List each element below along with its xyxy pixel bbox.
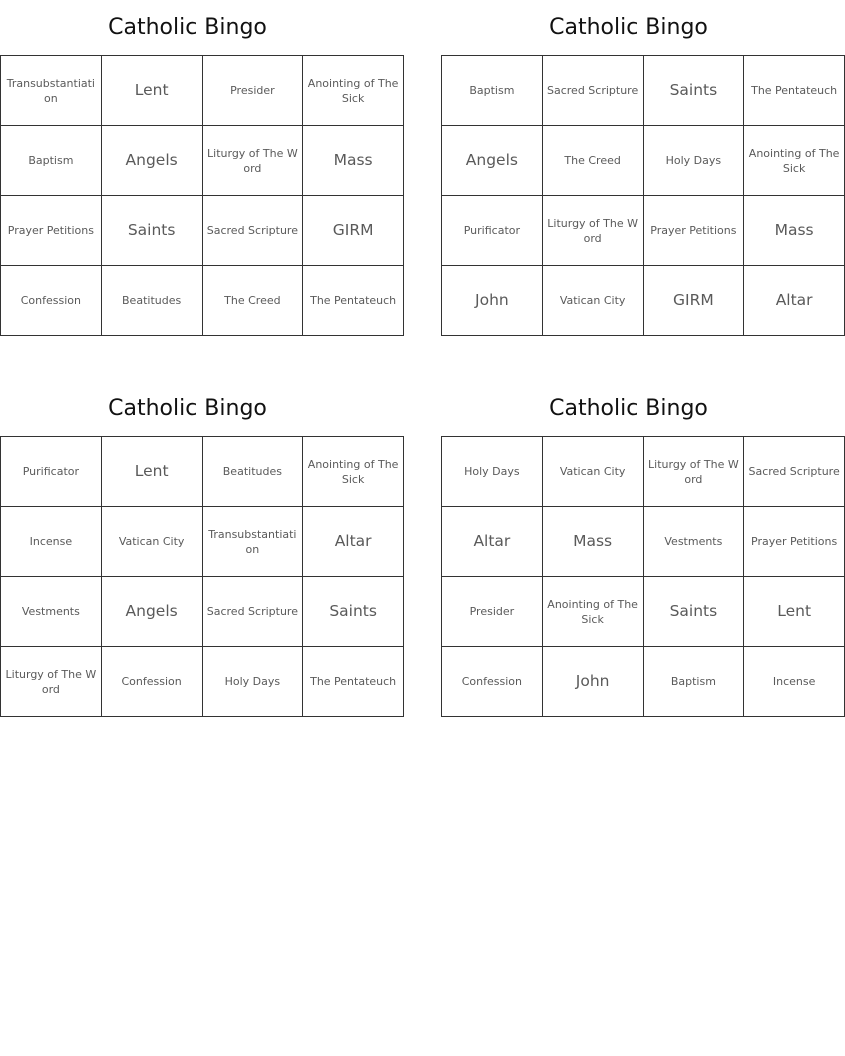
bingo-cell: Prayer Petitions	[643, 196, 744, 266]
bingo-card-2	[441, 0, 840, 336]
grid-row	[442, 437, 845, 507]
bingo-cell: Transubstantiation	[1, 56, 102, 126]
bingo-cell: Lent	[101, 56, 202, 126]
grid-row	[442, 126, 845, 196]
bingo-cell: Beatitudes	[101, 266, 202, 336]
bingo-cell: Baptism	[442, 56, 543, 126]
bingo-cell: Altar	[303, 507, 404, 577]
bingo-cell: Vestments	[643, 507, 744, 577]
bingo-cell: Angels	[101, 126, 202, 196]
bingo-cell: Saints	[643, 56, 744, 126]
bingo-cell: Confession	[1, 266, 102, 336]
bingo-cell: Confession	[442, 647, 543, 717]
bingo-cell: John	[542, 647, 643, 717]
bingo-cell: Angels	[101, 577, 202, 647]
grid-row	[442, 647, 845, 717]
bingo-cell: Liturgy of The Word	[542, 196, 643, 266]
bingo-cell: GIRM	[303, 196, 404, 266]
grid-row	[1, 507, 404, 577]
bingo-grid	[441, 55, 845, 336]
bingo-cell: Transubstantiation	[202, 507, 303, 577]
card-title: Catholic Bingo	[549, 396, 708, 421]
bingo-cell: Anointing of The Sick	[303, 437, 404, 507]
bingo-grid	[0, 55, 404, 336]
bingo-cell: Prayer Petitions	[744, 507, 845, 577]
card-title: Catholic Bingo	[549, 15, 708, 40]
bingo-grid	[441, 436, 845, 717]
grid-row	[1, 577, 404, 647]
grid-row	[442, 56, 845, 126]
bingo-cell: Vatican City	[101, 507, 202, 577]
grid-row	[1, 266, 404, 336]
bingo-card-3	[0, 381, 399, 717]
bingo-cell: GIRM	[643, 266, 744, 336]
bingo-cell: The Pentateuch	[303, 266, 404, 336]
grid-row	[442, 507, 845, 577]
bingo-cell: Beatitudes	[202, 437, 303, 507]
grid-row	[442, 266, 845, 336]
bingo-cell: Lent	[744, 577, 845, 647]
bingo-cell: Saints	[303, 577, 404, 647]
bingo-cell: Anointing of The Sick	[744, 126, 845, 196]
bingo-cell: The Creed	[202, 266, 303, 336]
bingo-cell: The Pentateuch	[303, 647, 404, 717]
bingo-cell: Saints	[643, 577, 744, 647]
bingo-cell: Liturgy of The Word	[643, 437, 744, 507]
bingo-card-1	[0, 0, 399, 336]
bingo-cell: Liturgy of The Word	[202, 126, 303, 196]
bingo-cell: Confession	[101, 647, 202, 717]
bingo-cell: Liturgy of The Word	[1, 647, 102, 717]
bingo-card-4	[441, 381, 840, 717]
bingo-cell: Prayer Petitions	[1, 196, 102, 266]
bingo-cell: Sacred Scripture	[202, 577, 303, 647]
bingo-cell: Sacred Scripture	[744, 437, 845, 507]
bingo-cell: Altar	[442, 507, 543, 577]
grid-row	[1, 437, 404, 507]
bingo-cell: Vatican City	[542, 437, 643, 507]
grid-row	[1, 196, 404, 266]
grid-row	[1, 56, 404, 126]
bingo-cell: Saints	[101, 196, 202, 266]
bingo-cell: Mass	[303, 126, 404, 196]
bingo-cell: Sacred Scripture	[542, 56, 643, 126]
bingo-cell: Vatican City	[542, 266, 643, 336]
bingo-grid	[0, 436, 404, 717]
bingo-cell: Lent	[101, 437, 202, 507]
bingo-cell: Holy Days	[202, 647, 303, 717]
bingo-cell: Holy Days	[643, 126, 744, 196]
card-title: Catholic Bingo	[108, 15, 267, 40]
bingo-cell: Purificator	[442, 196, 543, 266]
bingo-cell: Holy Days	[442, 437, 543, 507]
bingo-cell: Purificator	[1, 437, 102, 507]
bingo-cell: Vestments	[1, 577, 102, 647]
grid-row	[442, 577, 845, 647]
card-title: Catholic Bingo	[108, 396, 267, 421]
bingo-cell: Incense	[1, 507, 102, 577]
bingo-cell: Sacred Scripture	[202, 196, 303, 266]
bingo-cell: Mass	[744, 196, 845, 266]
bingo-cell: Baptism	[1, 126, 102, 196]
bingo-cell: Mass	[542, 507, 643, 577]
grid-row	[442, 196, 845, 266]
bingo-cell: Incense	[744, 647, 845, 717]
bingo-cell: Anointing of The Sick	[303, 56, 404, 126]
bingo-cell: Baptism	[643, 647, 744, 717]
bingo-cell: Anointing of The Sick	[542, 577, 643, 647]
bingo-cell: Angels	[442, 126, 543, 196]
grid-row	[1, 647, 404, 717]
bingo-cell: The Pentateuch	[744, 56, 845, 126]
bingo-cell: John	[442, 266, 543, 336]
bingo-cell: Presider	[442, 577, 543, 647]
bingo-cell: The Creed	[542, 126, 643, 196]
bingo-cell: Altar	[744, 266, 845, 336]
grid-row	[1, 126, 404, 196]
bingo-cell: Presider	[202, 56, 303, 126]
